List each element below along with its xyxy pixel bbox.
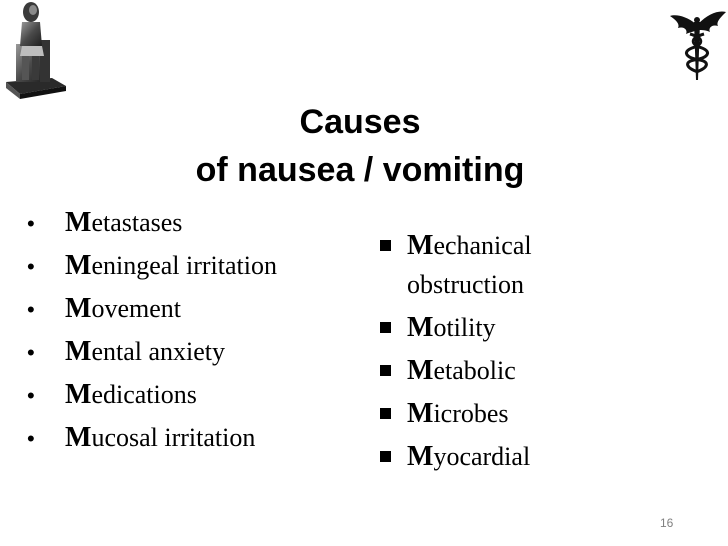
square-bullet-icon xyxy=(380,408,391,419)
item-text: etastases xyxy=(91,208,183,237)
item-initial: M xyxy=(65,207,92,238)
bullet-dot: • xyxy=(27,340,35,365)
item-initial: M xyxy=(407,398,434,429)
bullet-dot: • xyxy=(27,211,35,236)
item-text: icrobes xyxy=(433,399,509,428)
bullet-dot: • xyxy=(27,383,35,408)
item-text: yocardial xyxy=(433,442,531,471)
slide-title-line-1: Causes xyxy=(299,103,421,141)
square-bullet-icon xyxy=(380,322,391,333)
item-initial: M xyxy=(65,336,92,367)
list-item xyxy=(27,294,277,337)
square-bullet-icon xyxy=(380,451,391,462)
slide-title-line-2: of nausea / vomiting xyxy=(195,151,525,189)
list-item xyxy=(380,351,532,390)
list-item xyxy=(380,308,532,347)
list-item xyxy=(380,394,532,433)
list-item xyxy=(27,337,277,380)
list-item xyxy=(27,423,277,466)
item-text: eningeal irritation xyxy=(91,251,277,280)
list-item xyxy=(27,208,277,251)
caduceus-icon xyxy=(668,10,728,82)
list-item xyxy=(380,226,532,304)
item-text: etabolic xyxy=(433,356,516,385)
right-cause-list xyxy=(380,226,532,480)
square-bullet-icon xyxy=(380,240,391,251)
seated-statue-icon xyxy=(0,0,70,100)
item-initial: M xyxy=(407,312,434,343)
item-text: ovement xyxy=(91,294,181,323)
item-initial: M xyxy=(407,441,434,472)
left-cause-list xyxy=(27,208,277,466)
item-initial: M xyxy=(65,422,92,453)
item-initial: M xyxy=(407,355,434,386)
item-text: otility xyxy=(433,313,496,342)
item-text-continued: obstruction xyxy=(407,270,524,299)
list-item xyxy=(27,380,277,423)
item-text: edications xyxy=(91,380,197,409)
bullet-dot: • xyxy=(27,426,35,451)
item-initial: M xyxy=(65,379,92,410)
page-number: 16 xyxy=(660,516,674,530)
item-text: ental anxiety xyxy=(91,337,225,366)
list-item xyxy=(27,251,277,294)
item-initial: M xyxy=(65,293,92,324)
bullet-dot: • xyxy=(27,297,35,322)
list-item xyxy=(380,437,532,476)
item-initial: M xyxy=(407,230,434,261)
item-initial: M xyxy=(65,250,92,281)
item-text: echanical xyxy=(433,231,532,260)
bullet-dot: • xyxy=(27,254,35,279)
square-bullet-icon xyxy=(380,365,391,376)
item-text: ucosal irritation xyxy=(91,423,256,452)
